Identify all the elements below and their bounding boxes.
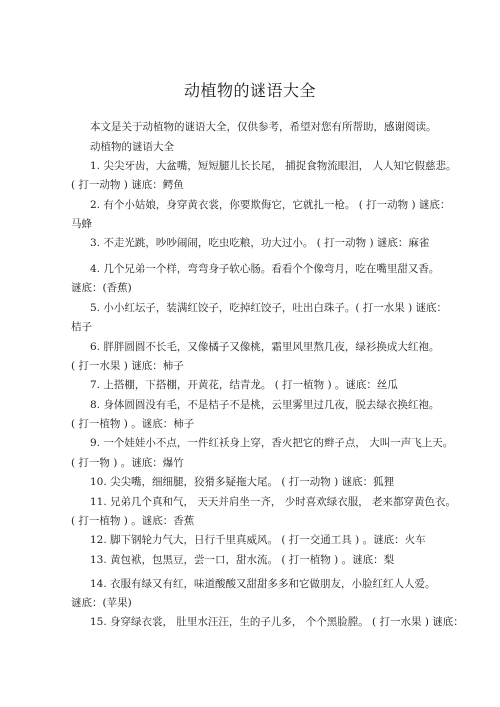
riddle-line: 7. 上搭棚，下搭棚，开黄花，结青龙。 ( 打一植物 ) 。谜底：丝瓜 — [90, 379, 398, 391]
riddle-line: ( 打一动物 ) 谜底：鳄鱼 — [71, 179, 184, 191]
riddle-line: 谜底：(苹果) — [71, 597, 132, 609]
riddle-line: ( 打一水果 ) 谜底：柿子 — [71, 360, 184, 372]
riddle-line: 2. 有个小姑娘，身穿黄衣裳，你要欺侮它，它就扎一枪。 ( 打一动物 ) 谜底： — [90, 199, 451, 211]
riddle-line: 11. 兄弟几个真和气， 天天并肩坐一齐， 少时喜欢绿衣服， 老来都穿黄色衣。 — [90, 496, 457, 508]
document-title: 动植物的谜语大全 — [183, 81, 316, 100]
intro-paragraph: 本文是关于动植物的谜语大全，仅供参考，希望对您有所帮助，感谢阅读。 — [90, 121, 437, 133]
riddle-line: 8. 身体圆圆没有毛，不是桔子不是桃，云里雾里过几夜，脱去绿衣换红袍。 — [90, 399, 440, 411]
riddle-line: ( 打一植物 ) 。谜底：香蕉 — [71, 515, 195, 527]
section-subtitle: 动植物的谜语大全 — [90, 141, 174, 153]
riddle-line: 14. 衣服有绿又有红，味道酸酸又甜甜多多和它做朋友，小脸红红人人爱。 — [90, 578, 436, 590]
riddle-line: 5. 小小红坛子，装满红饺子，吃掉红饺子，吐出白珠子。( 打一水果 ) 谜底： — [90, 302, 448, 314]
riddle-line: 13. 黄包袱，包黑豆，尝一口，甜水流。 ( 打一植物 ) 。谜底：梨 — [90, 554, 395, 566]
riddle-line: 马蜂 — [71, 218, 92, 230]
riddle-line: 9. 一个娃娃小不点，一件红袄身上穿，香火把它的辫子点， 大叫一声飞上天。 — [90, 437, 454, 449]
riddle-line: ( 打一物 ) 。谜底：爆竹 — [71, 457, 184, 469]
riddle-line: 谜底：(香蕉) — [71, 282, 132, 294]
riddle-line: 1. 尖尖牙齿，大盆嘴，短短腿儿长长尾， 捕捉食物流眼泪， 人人知它假慈悲。 — [90, 160, 457, 172]
riddle-line: 桔子 — [71, 321, 92, 333]
riddle-line: ( 打一植物 ) 。谜底：柿子 — [71, 418, 195, 430]
riddle-line: 10. 尖尖嘴，细细腿，狡猾多疑拖大尾。 ( 打一动物 ) 谜底：狐狸 — [90, 476, 395, 488]
riddle-line: 3. 不走光跳，吵吵闹闹，吃虫吃粮，功大过小。 ( 打一动物 ) 谜底：麻雀 — [90, 237, 430, 249]
riddle-line: 6. 胖胖圆圆不长毛，又像橘子又像桃，霜里风里熬几夜，绿衫换成大红袍。 — [90, 341, 440, 353]
riddle-line: 15. 身穿绿衣裳， 肚里水汪汪，生的子儿多， 个个黑脸膛。 ( 打一水果 ) 谜底： — [90, 616, 464, 628]
riddle-line: 12. 脚下钢轮力气大，日行千里真威风。 ( 打一交通工具 ) 。谜底：火车 — [90, 534, 426, 546]
riddle-line: 4. 几个兄弟一个样，弯弯身子软心肠。看看个个像弯月，吃在嘴里甜又香。 — [90, 263, 440, 275]
